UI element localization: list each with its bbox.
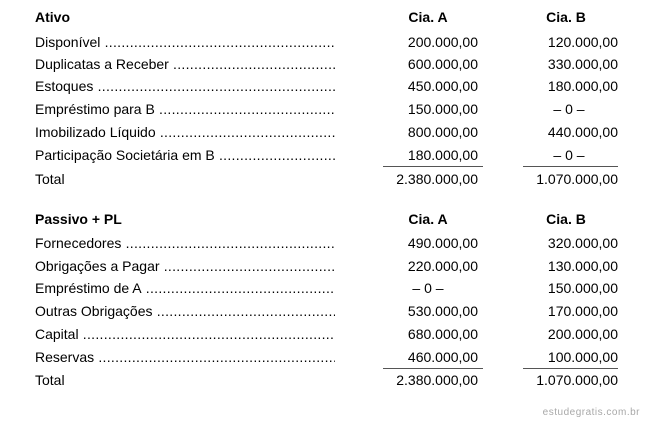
passivo-header-cia-a: Cia. A — [408, 211, 448, 227]
passivo-row-label: Obrigações a Pagar ..... — [35, 255, 335, 277]
passivo-row — [0, 255, 646, 277]
ativo-row — [0, 144, 646, 166]
passivo-row-cia-b: 130.000,00 — [547, 258, 618, 274]
passivo-row-cia-a: 220.000,00 — [407, 258, 478, 274]
passivo-row — [0, 277, 646, 299]
passivo-row-cia-a: – 0 – — [412, 280, 444, 296]
passivo-row-cia-a: 680.000,00 — [407, 326, 478, 342]
ativo-row-label: Imobilizado Líquido ..... — [35, 121, 335, 143]
ativo-header-label: Ativo — [35, 9, 70, 25]
passivo-total-cia-b: 1.070.000,00 — [536, 372, 618, 388]
passivo-row — [0, 232, 646, 254]
ativo-row-cia-a: 200.000,00 — [407, 34, 478, 50]
ativo-row-label: Duplicatas a Receber ..... — [35, 53, 335, 75]
ativo-row — [0, 53, 646, 75]
ativo-row — [0, 31, 646, 53]
ativo-row-cia-b: 440.000,00 — [547, 124, 618, 140]
passivo-row-cia-b: 150.000,00 — [547, 280, 618, 296]
passivo-row-cia-b: 100.000,00 — [547, 349, 618, 365]
ativo-header-cia-b: Cia. B — [546, 9, 586, 25]
ativo-row-label: Participação Societária em B ..... — [35, 144, 335, 166]
ativo-row-cia-a: 600.000,00 — [407, 56, 478, 72]
ativo-row-cia-a: 450.000,00 — [407, 78, 478, 94]
ativo-header-row — [0, 6, 646, 28]
passivo-row-cia-b: 170.000,00 — [547, 303, 618, 319]
passivo-row — [0, 300, 646, 322]
ativo-total-cia-b: 1.070.000,00 — [536, 171, 618, 187]
passivo-total-row — [0, 369, 646, 391]
passivo-row-label: Capital ..... — [35, 323, 335, 345]
ativo-sum-rule-a — [383, 166, 483, 167]
ativo-sum-rule-b — [523, 166, 618, 167]
passivo-row-label: Empréstimo de A ..... — [35, 277, 335, 299]
ativo-row-cia-a: 800.000,00 — [407, 124, 478, 140]
watermark: estudegratis.com.br — [542, 407, 640, 418]
ativo-row-label: Estoques ..... — [35, 75, 335, 97]
passivo-row-label: Fornecedores ..... — [35, 232, 335, 254]
passivo-header-row — [0, 208, 646, 230]
ativo-total-row — [0, 168, 646, 190]
ativo-row-cia-b: 180.000,00 — [547, 78, 618, 94]
passivo-row — [0, 323, 646, 345]
ativo-total-cia-a: 2.380.000,00 — [396, 171, 478, 187]
ativo-row — [0, 98, 646, 120]
passivo-total-cia-a: 2.380.000,00 — [396, 372, 478, 388]
ativo-row-cia-a: 150.000,00 — [407, 101, 478, 117]
ativo-row-cia-b: 330.000,00 — [547, 56, 618, 72]
ativo-row-cia-b: – 0 – — [553, 147, 585, 163]
ativo-row-label: Empréstimo para B ..... — [35, 98, 335, 120]
passivo-row-cia-a: 490.000,00 — [407, 235, 478, 251]
passivo-row-cia-a: 460.000,00 — [407, 349, 478, 365]
passivo-header-cia-b: Cia. B — [546, 211, 586, 227]
passivo-row-cia-b: 200.000,00 — [547, 326, 618, 342]
ativo-row-cia-a: 180.000,00 — [407, 147, 478, 163]
passivo-row-label: Outras Obrigações ..... — [35, 300, 335, 322]
passivo-total-label: Total — [35, 372, 65, 388]
passivo-row-label: Reservas ..... — [35, 346, 335, 368]
ativo-header-cia-a: Cia. A — [408, 9, 448, 25]
ativo-row-cia-b: 120.000,00 — [547, 34, 618, 50]
passivo-row — [0, 346, 646, 368]
ativo-row — [0, 75, 646, 97]
ativo-row-cia-b: – 0 – — [553, 101, 585, 117]
ativo-row-label: Disponível ..... — [35, 31, 335, 53]
passivo-header-label: Passivo + PL — [35, 211, 122, 227]
ativo-total-label: Total — [35, 171, 65, 187]
ativo-row — [0, 121, 646, 143]
passivo-row-cia-a: 530.000,00 — [407, 303, 478, 319]
passivo-row-cia-b: 320.000,00 — [547, 235, 618, 251]
